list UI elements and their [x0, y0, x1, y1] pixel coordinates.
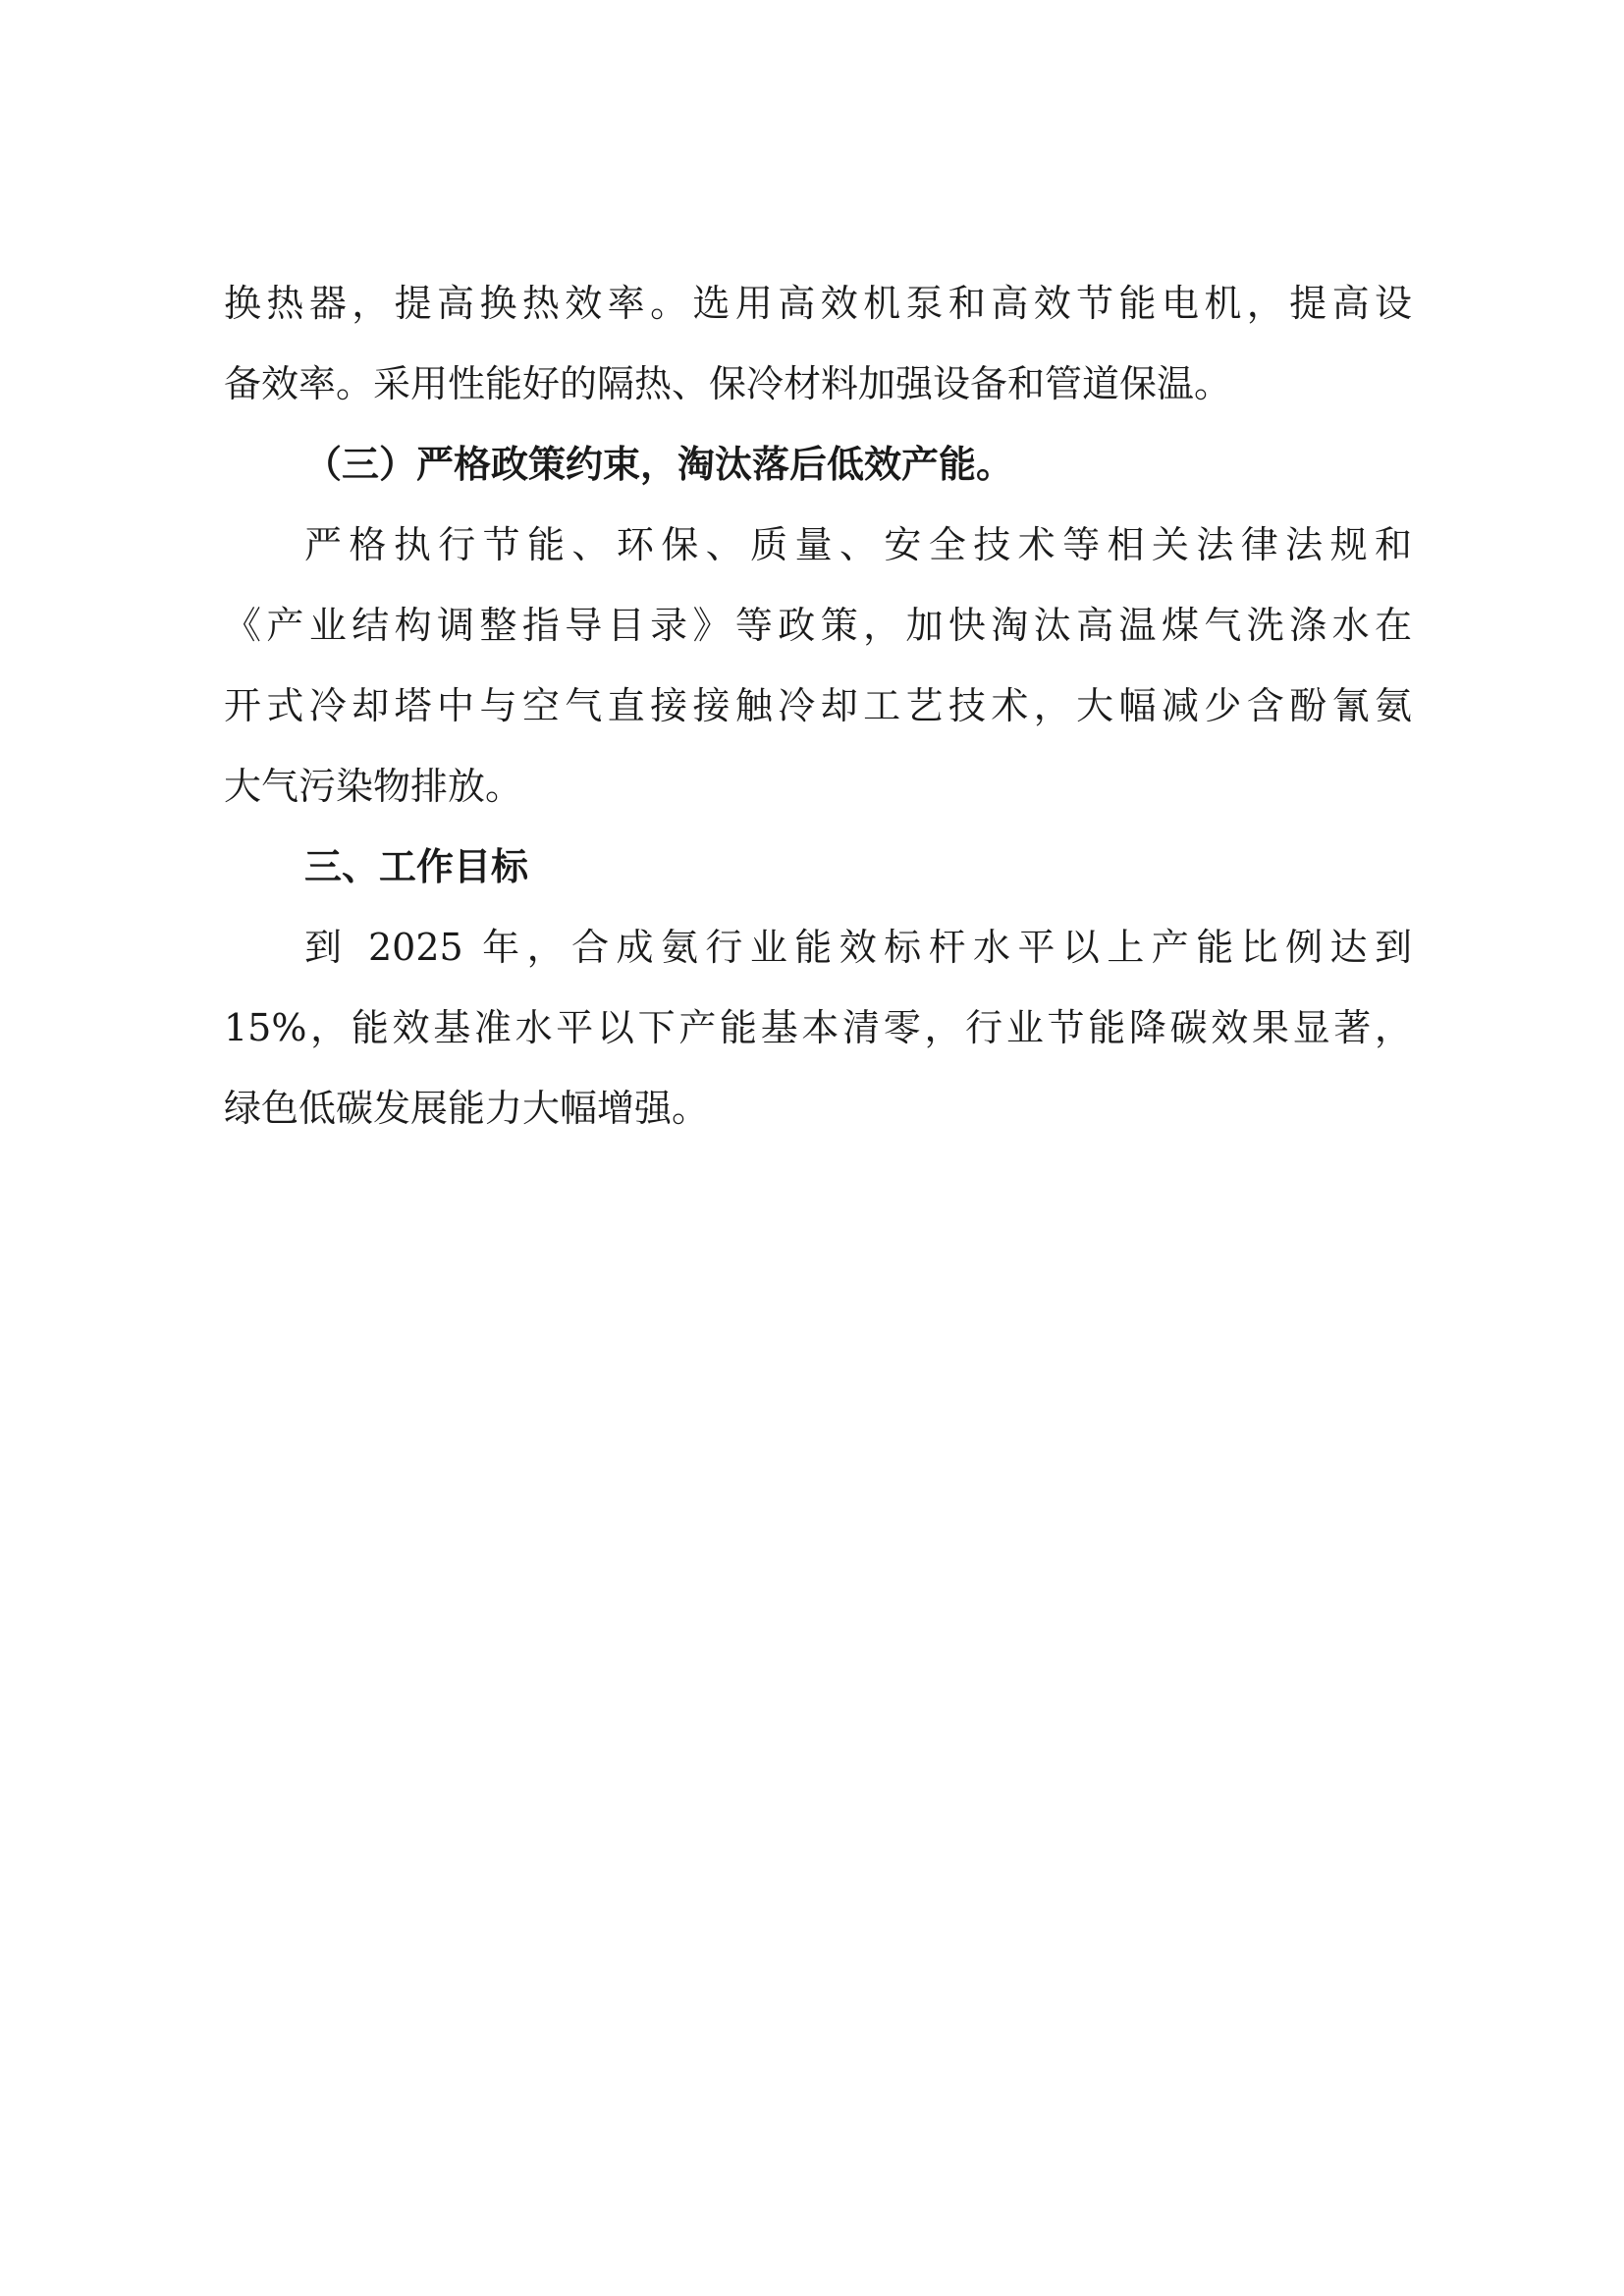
paragraph-line: 开式冷却塔中与空气直接接触冷却工艺技术，大幅减少含酚氰氨	[224, 684, 1412, 727]
paragraph-line: 《产业结构调整指导目录》等政策，加快淘汰高温煤气洗涤水在	[224, 604, 1412, 647]
paragraph-line: 换热器，提高换热效率。选用高效机泵和高效节能电机，提高设	[224, 282, 1412, 325]
paragraph-line: 绿色低碳发展能力大幅增强。	[224, 1087, 710, 1130]
paragraph-line: 严格执行节能、环保、质量、安全技术等相关法律法规和	[304, 523, 1412, 566]
paragraph-line: 15%，能效基准水平以下产能基本清零，行业节能降碳效果显著，	[224, 1006, 1412, 1049]
paragraph-line: 备效率。采用性能好的隔热、保冷材料加强设备和管道保温。	[224, 362, 1232, 405]
paragraph-line: 到 2025 年，合成氨行业能效标杆水平以上产能比例达到	[304, 926, 1412, 969]
paragraph-line: 大气污染物排放。	[224, 765, 523, 808]
section-subheading: （三）严格政策约束，淘汰落后低效产能。	[304, 443, 1014, 486]
document-body	[224, 263, 1412, 1148]
section-heading: 三、工作目标	[304, 845, 529, 888]
